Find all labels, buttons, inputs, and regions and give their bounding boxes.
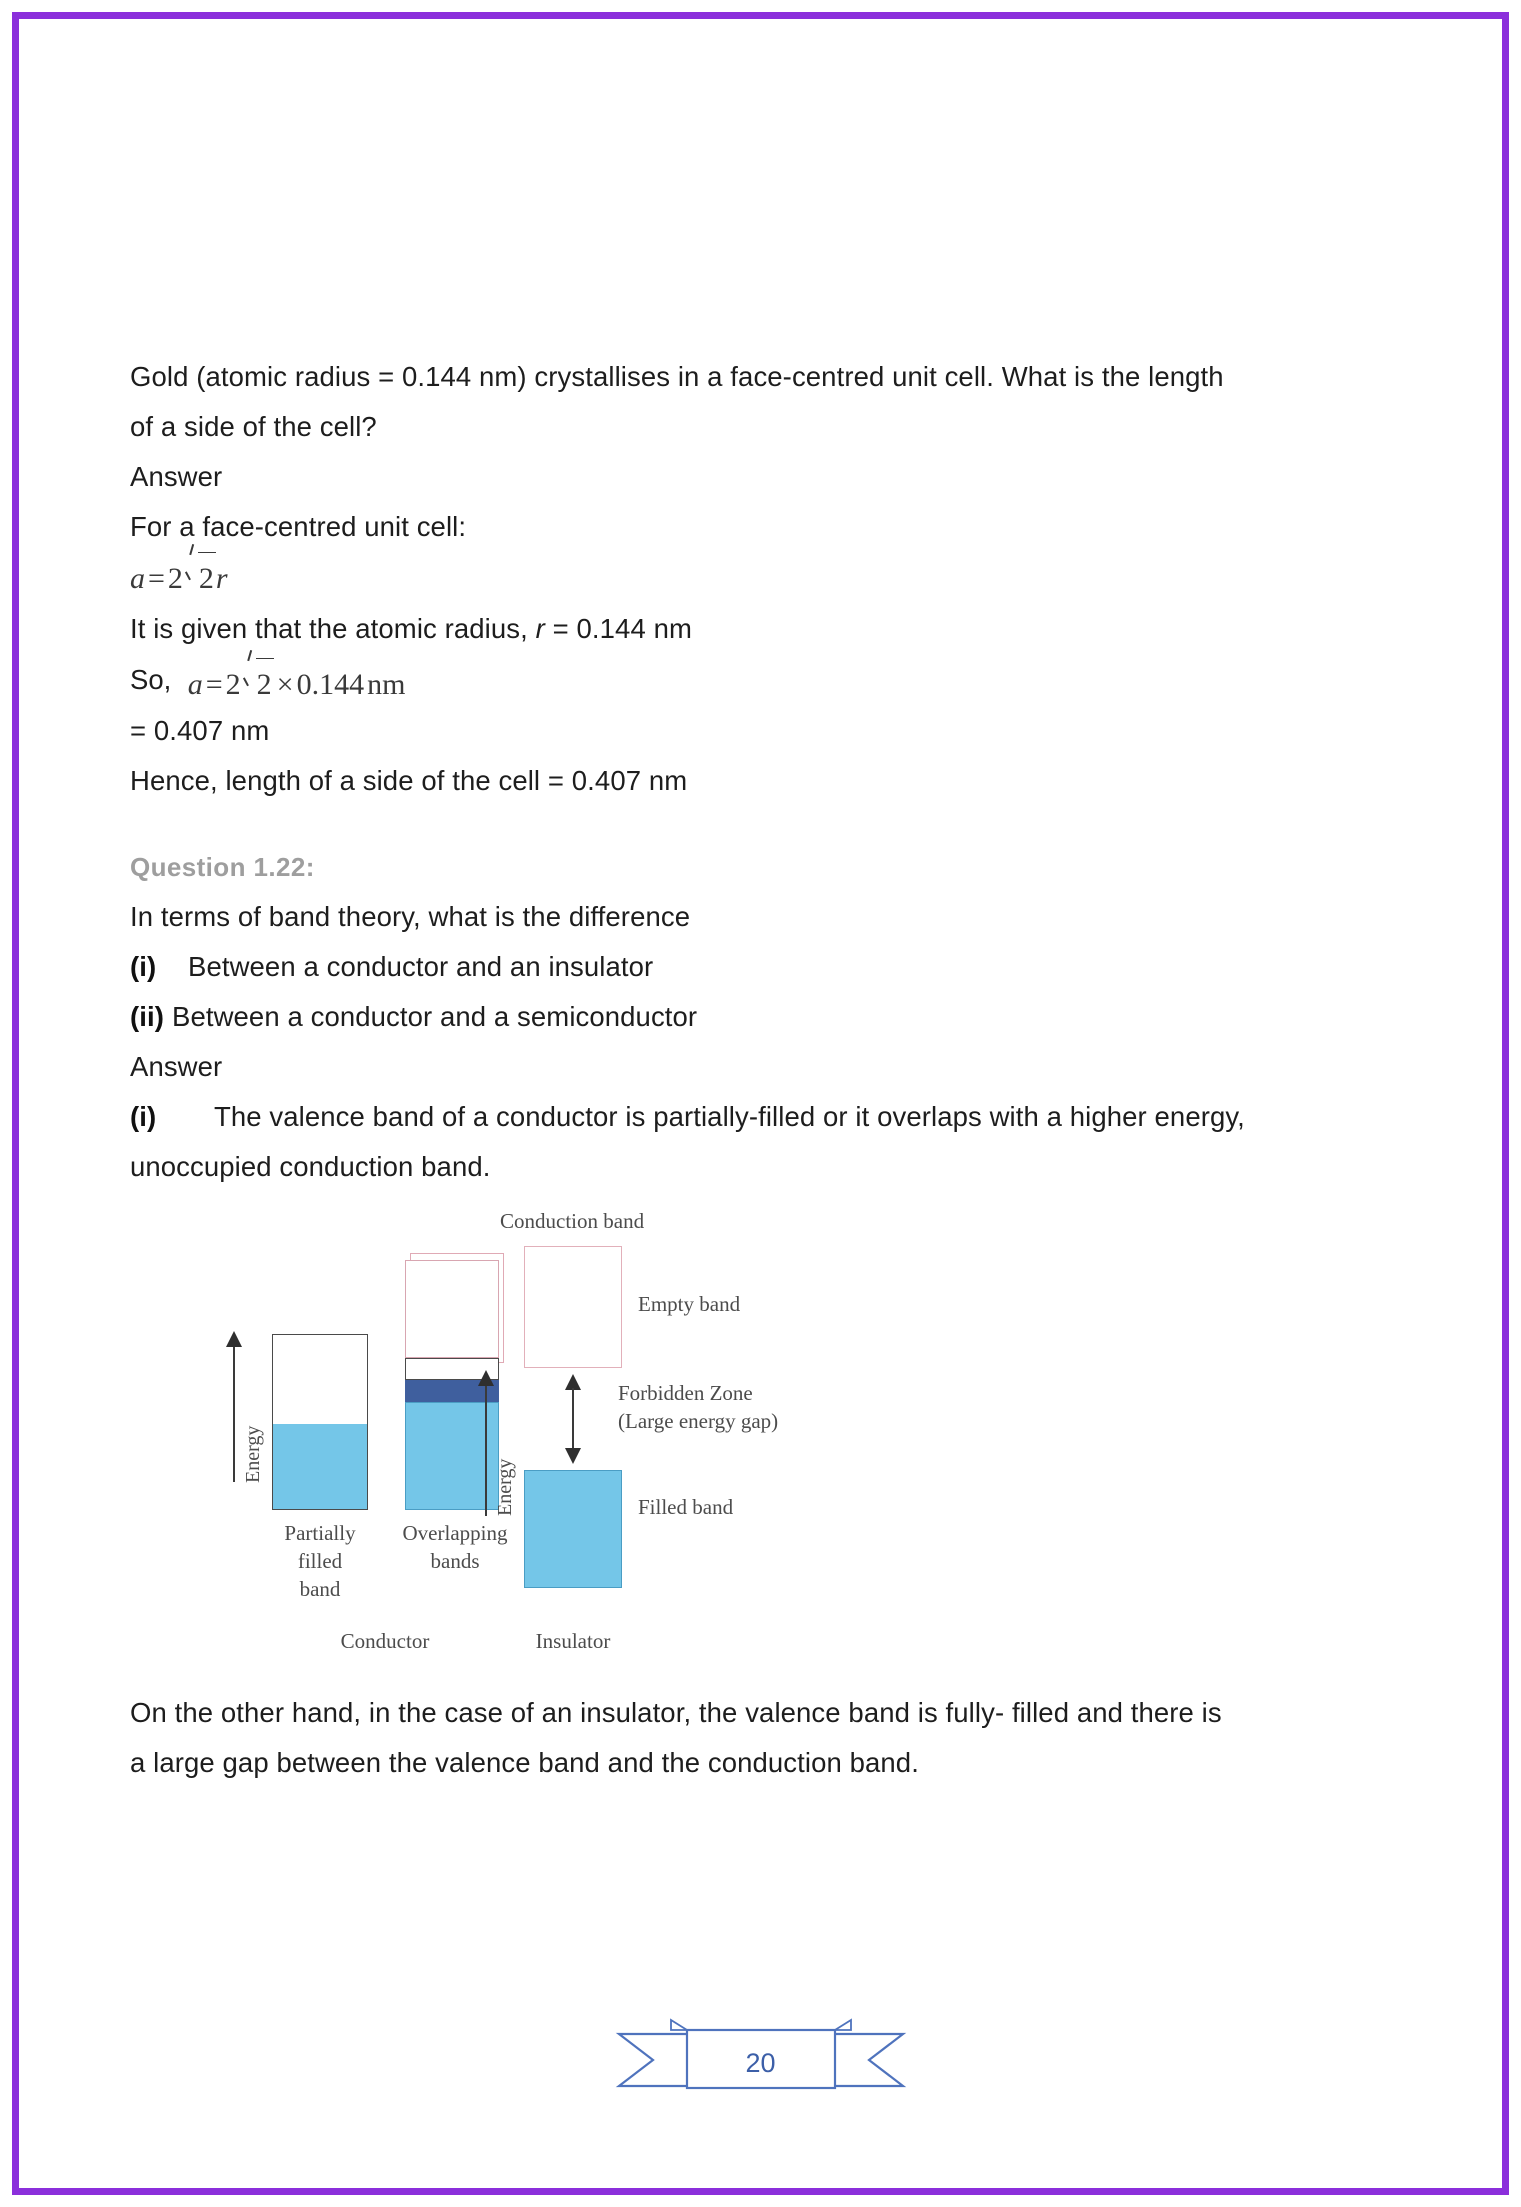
energy-axis-right: [485, 1386, 487, 1516]
formula-a-radicand: 2: [198, 552, 216, 605]
item-ii-text: Between a conductor and a semiconductor: [172, 1001, 698, 1032]
diagram-label-partially-filled-2: filled: [297, 1549, 343, 1573]
diagram-label-energy-left: Energy: [242, 1425, 264, 1483]
diagram-label-filled-band: Filled band: [638, 1495, 734, 1519]
page-footer: [0, 2000, 1521, 2120]
formula-b-coeff: 2: [225, 668, 241, 702]
answer-i-marker: (i): [130, 1101, 157, 1132]
band-box-overlap-upper-outline-2: [405, 1260, 499, 1358]
item-ii-marker: (ii): [130, 1001, 164, 1032]
formula-a-eq: =: [148, 562, 165, 595]
formula-b-value: 0.144: [296, 668, 365, 702]
diagram-label-overlapping-2: bands: [430, 1549, 480, 1573]
diagram-label-partially-filled-1: Partially: [284, 1521, 356, 1545]
diagram-label-energy-right: Energy: [494, 1458, 516, 1516]
diagram-label-forbidden-zone-2: (Large energy gap): [618, 1409, 779, 1433]
question-22-heading: Question 1.22:: [130, 852, 315, 882]
diagram-label-conductor: Conductor: [340, 1629, 430, 1653]
document-content: [130, 352, 1392, 1788]
answer-i-line1: The valence band of a conductor is partially-filled or it overlaps with a higher energy,: [214, 1101, 1245, 1132]
closing-line2: a large gap between the valence band and the conduction band.: [130, 1747, 919, 1778]
q21-result: = 0.407 nm: [130, 715, 270, 746]
diagram-label-conduction-band: Conduction band: [500, 1209, 645, 1233]
sqrt-icon: [241, 658, 274, 711]
question-22-item-ii: [130, 992, 1392, 1042]
q21-question-line1: Gold (atomic radius = 0.144 nm) crystallises in a face-centred unit cell. What is the length: [130, 361, 1224, 392]
q21-hence: Hence, length of a side of the cell = 0.407 nm: [130, 765, 688, 796]
band-box-partially-filled-filled-part: [272, 1424, 368, 1510]
question-22-prompt: In terms of band theory, what is the difference: [130, 901, 691, 932]
q21-given-post: = 0.144 nm: [544, 613, 692, 644]
band-theory-diagram: [130, 1198, 1392, 1688]
formula-b-radicand: 2: [256, 658, 274, 711]
formula-a-lhs: a: [130, 562, 145, 595]
diagram-label-overlapping-1: Overlapping: [402, 1521, 508, 1545]
q21-given-line: [130, 604, 1392, 654]
forbidden-zone-arrow-down-icon: [565, 1448, 581, 1464]
question-22-answer-i: [130, 1092, 1392, 1142]
diagram-label-partially-filled-3: band: [299, 1577, 341, 1601]
formula-b-row: [130, 654, 1392, 706]
q21-fcc-line: For a face-centred unit cell:: [130, 511, 467, 542]
formula-a-row: [130, 552, 1392, 604]
band-box-empty-conduction: [524, 1246, 622, 1368]
q21-given-pre: It is given that the atomic radius,: [130, 613, 536, 644]
sqrt-icon: [183, 552, 216, 605]
formula-a-coeff: 2: [167, 562, 183, 595]
diagram-label-insulator: Insulator: [535, 1629, 611, 1653]
energy-axis-left: [233, 1347, 235, 1482]
so-label: So,: [130, 664, 172, 695]
answer-i-line2-row: unoccupied conduction band.: [130, 1151, 491, 1182]
energy-arrow-head-left-icon: [226, 1331, 242, 1347]
formula-a-var: r: [215, 562, 228, 595]
formula-b-times: ×: [276, 668, 294, 702]
formula-b-unit: nm: [367, 668, 406, 702]
page-number: 20: [745, 2048, 776, 2078]
question-22-answer-label: Answer: [130, 1051, 223, 1082]
band-box-partially-filled-empty-part: [272, 1334, 368, 1426]
forbidden-zone-axis: [572, 1388, 574, 1450]
formula-a: [130, 552, 228, 605]
item-i-marker: (i): [130, 951, 157, 982]
item-i-text: Between a conductor and an insulator: [188, 951, 654, 982]
formula-b-eq: =: [205, 668, 223, 702]
closing-line1: On the other hand, in the case of an insulator, the valence band is fully- filled and there is: [130, 1697, 1222, 1728]
formula-b-lhs: a: [187, 668, 203, 702]
diagram-label-empty-band: Empty band: [638, 1292, 741, 1316]
band-box-filled-valence: [524, 1470, 622, 1588]
q21-given-var: r: [535, 613, 545, 644]
q21-answer-label: Answer: [130, 461, 223, 492]
energy-arrow-head-right-icon: [478, 1370, 494, 1386]
formula-b: [188, 658, 409, 711]
q21-question-line2: of a side of the cell?: [130, 411, 377, 442]
question-22-item-i: [130, 942, 1392, 992]
diagram-label-forbidden-zone-1: Forbidden Zone: [618, 1381, 753, 1405]
